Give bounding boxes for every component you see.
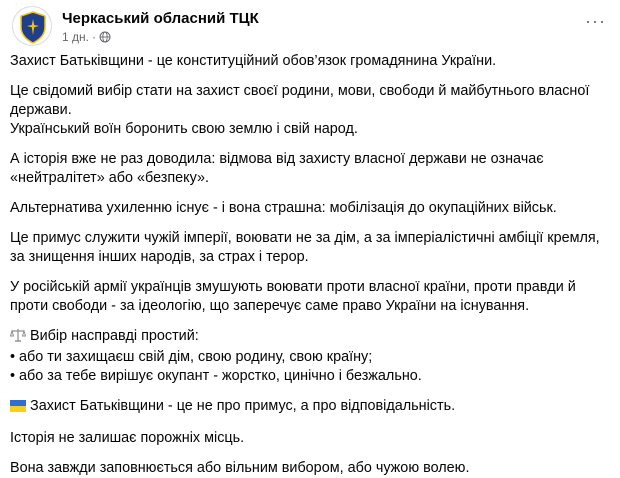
more-options-icon[interactable]: ··· [585,11,606,31]
page-name-link[interactable]: Черкаський обласний ТЦК [62,10,259,27]
paragraph-9: Історія не залишає порожніх місць. [10,430,245,446]
paragraph-4: Альтернатива ухиленню існує - і вона страшна: мобілізація до окупаційних військ. [10,200,557,216]
paragraph-2-line-2: Український воїн боронить свою землю і свій народ. [10,121,358,137]
paragraph-8 [10,397,610,418]
page-avatar[interactable] [12,6,52,46]
emblem-icon [13,7,52,46]
choice-item-2: • або за тебе вирішує окупант - жорстко, цинічно і безжально. [10,368,422,384]
paragraph-2-line-1: Це свідомий вибір стати на захист своєї родини, мови, свободи й майбутнього власної держави. [10,83,590,118]
paragraph-6: У російській армії українців змушують воювати проти власної країни, проти правди й проти свободи - за ідеологію, що заперечує саме право України на існування. [10,279,576,314]
meta-separator: · [91,30,96,44]
ukraine-flag-icon [10,399,26,418]
post-time[interactable]: 1 дн. [62,30,89,44]
paragraph-3: А історія вже не раз доводила: відмова від захисту власної держави не означає «нейтралітет» або «безпеку». [10,151,544,186]
paragraph-8-text: Захист Батьківщини - це не про примус, а про відповідальність. [30,398,456,414]
paragraph-5: Це примус служити чужій імперії, воювати не за дім, а за імперіалістичні амбіції кремля, за знищення інших народів, за страх і терор. [10,230,600,265]
paragraph-10: Вона завжди заповнюється або вільним вибором, або чужою волею. [10,460,470,476]
globe-icon [99,31,111,43]
choice-block [10,327,610,386]
post-meta [62,30,111,44]
paragraph-1: Захист Батьківщини - це конституційний обов’язок громадянина України. [10,53,497,69]
paragraph-2 [10,82,610,139]
choice-item-1: • або ти захищаєш свій дім, свою родину, свою країну; [10,349,373,365]
post-text [10,52,610,478]
scales-icon [10,328,26,348]
choice-title: Вибір насправді простий: [30,328,199,344]
